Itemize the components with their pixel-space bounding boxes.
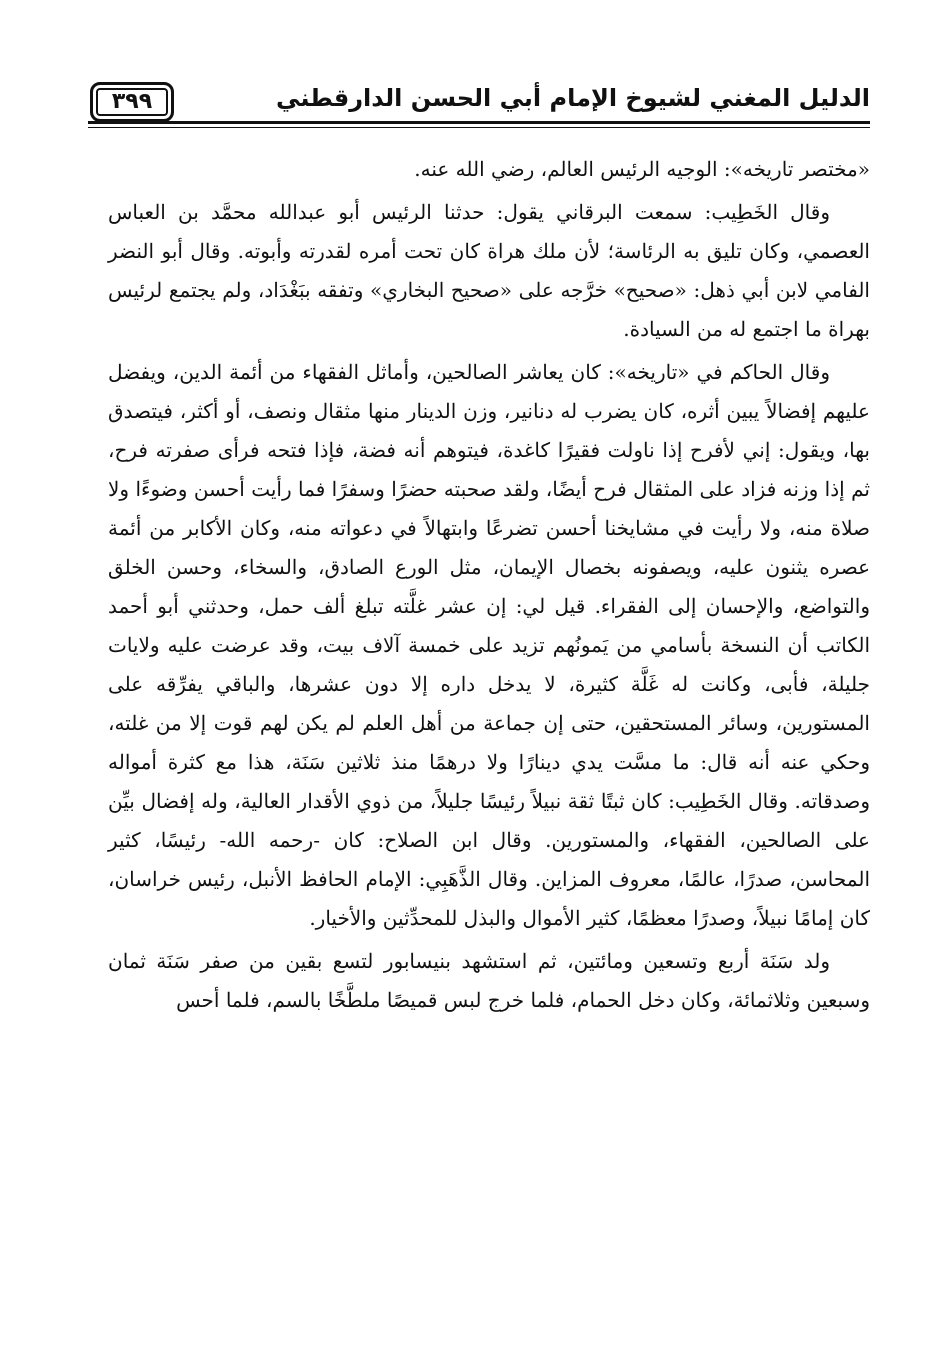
header-rule (88, 121, 870, 128)
body-text (108, 150, 870, 1024)
paragraph: «مختصر تاريخه»: الوجيه الرئيس العالم، رضي الله عنه. (414, 157, 870, 181)
page-number-badge (90, 82, 174, 122)
page-header (88, 80, 870, 128)
paragraph: وقال الخَطِيب: سمعت البرقاني يقول: حدثنا الرئيس أبو عبدالله محمَّد بن العباس العصمي، وكان تليق به الرئاسة؛ لأن ملك هراة كان تحت أمره لقدرته وأبوته. وقال أبو النضر الفامي لابن أبي ذهل: «صحيح» خرَّجه على «صحيح البخاري» وتفقه ببَغْدَاد، ولم يجتمع لرئيس بهراة ما اجتمع له من السيادة. (108, 200, 870, 341)
paragraph: وقال الحاكم في «تاريخه»: كان يعاشر الصالحين، وأماثل الفقهاء من أئمة الدين، ويفضل عليهم إفضالاً يبين أثره، كان يضرب له دنانير، وزن الدينار منها مثقال ونصف، أو أكثر، فيتصدق بها، ويقول: إني لأفرح إذا ناولت فقيرًا كاغدة، فيتوهم أنه فضة، فإذا فتحه فرأى صفرته فرح، ثم إذا وزنه فزاد على المثقال فرح أيضًا، ولقد صحبته حضرًا وسفرًا فما رأيت أحسن وضوءًا ولا صلاة منه، ولا رأيت في مشايخنا أحسن تضرعًا وابتهالاً في دعواته منه، وكان الأكابر من أئمة عصره يثنون عليه، ويصفونه بخصال الإيمان، مثل الورع الصادق، والسخاء، وحسن الخلق والتواضع، والإحسان إلى الفقراء. قيل لي: إن عشر غلَّته تبلغ ألف حمل، وحدثني أبو أحمد الكاتب أن النسخة بأسامي من يَمونُهم تزيد على خمسة آلاف بيت، وقد عرضت عليه ولايات جليلة، فأبى، وكانت له غَلَّة كثيرة، لا يدخل داره إلا دون عشرها، والباقي يفرِّقه على المستورين، وسائر المستحقين، حتى إن جماعة من أهل العلم لم يكن لهم قوت إلا من غلته، وحكي عنه أنه قال: ما مسَّت يدي دينارًا ولا درهمًا منذ ثلاثين سَنَة، هذا مع كثرة أمواله وصدقاته. وقال الخَطِيب: كان ثبتًا ثقة نبيلاً رئيسًا جليلاً، من ذوي الأقدار العالية، وله إفضال بيِّن على الصالحين، الفقهاء، والمستورين. وقال ابن الصلاح: كان -رحمه الله- رئيسًا، كثير المحاسن، صدرًا، عالمًا، معروف المزاين. وقال الذَّهَبِي: الإمام الحافظ الأنبل، رئيس خراسان، كان إمامًا نبيلاً، وصدرًا معظمًا، كثير الأموال والبذل للمحدِّثين والأخيار. (108, 360, 870, 930)
running-title: الدليل المغني لشيوخ الإمام أبي الحسن الدارقطني (276, 84, 870, 112)
paragraph: ولد سَنَة أربع وتسعين ومائتين، ثم استشهد بنيسابور لتسع بقين من صفر سَنَة ثمان وسبعين وثلاثمائة، وكان دخل الحمام، فلما خرج لبس قميصًا ملطَّخًا بالسم، فلما أحس (108, 949, 870, 1012)
page-number: ٣٩٩ (111, 89, 153, 114)
